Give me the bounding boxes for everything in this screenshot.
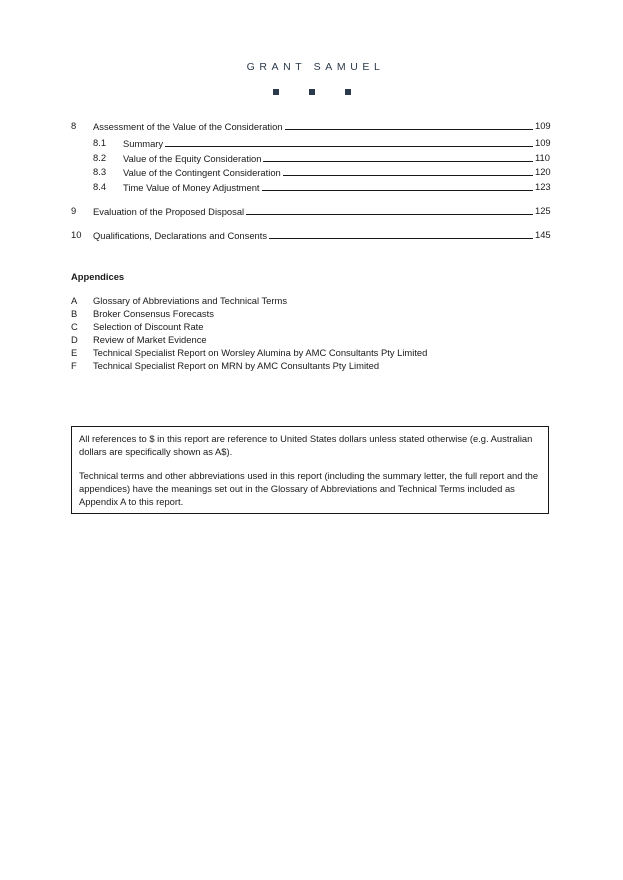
appendix-item[interactable]: [0, 321, 623, 333]
toc-entry-number: 8.1: [93, 137, 107, 148]
toc-entry-number: 8.2: [93, 152, 107, 163]
toc-entry-number: 9: [71, 205, 77, 216]
appendix-letter: E: [71, 347, 78, 358]
toc-entry-page: 145: [535, 229, 551, 240]
toc-leader-line: [285, 120, 533, 130]
toc-entry-page: 123: [535, 181, 551, 192]
toc-entry-page: 109: [535, 120, 551, 131]
toc-leader-line: [262, 181, 533, 191]
logo-squares: [273, 89, 353, 97]
appendices-heading: Appendices: [71, 271, 125, 282]
toc-entry-page: 110: [535, 152, 550, 163]
toc-entry[interactable]: [0, 152, 623, 164]
appendix-title: Selection of Discount Rate: [93, 321, 204, 332]
appendix-letter: C: [71, 321, 78, 332]
logo-square-icon: [309, 89, 315, 95]
toc-leader-line: [263, 152, 533, 162]
appendix-title: Glossary of Abbreviations and Technical Terms: [93, 295, 288, 306]
appendix-letter: F: [71, 360, 77, 371]
toc-entry[interactable]: [0, 229, 623, 241]
toc-leader-line: [165, 137, 533, 147]
appendix-letter: A: [71, 295, 78, 306]
appendix-item[interactable]: [0, 334, 623, 346]
toc-entry-number: 8: [71, 120, 77, 131]
toc-entry-title: Time Value of Money Adjustment: [123, 182, 260, 193]
company-logo-text: GRANT SAMUEL: [246, 61, 385, 73]
toc-entry-title: Qualifications, Declarations and Consents: [93, 230, 268, 241]
toc-entry-title: Evaluation of the Proposed Disposal: [93, 206, 245, 217]
toc-entry-title: Summary: [123, 138, 164, 149]
appendix-title: Technical Specialist Report on MRN by AMC Consultants Pty Limited: [93, 360, 380, 371]
appendix-letter: D: [71, 334, 78, 345]
toc-entry-title: Assessment of the Value of the Consideration: [93, 121, 283, 132]
toc-entry-page: 125: [535, 205, 551, 216]
notice-paragraph-currency: All references to $ in this report are reference to United States dollars unless stated otherwise (e.g. Australian dollars are specifically shown as A$).: [79, 433, 533, 457]
toc-entry-title: Value of the Contingent Consideration: [123, 167, 281, 178]
toc-entry-number: 10: [71, 229, 82, 240]
appendix-item[interactable]: [0, 295, 623, 307]
toc-entry-page: 109: [535, 137, 551, 148]
toc-entry[interactable]: [0, 181, 623, 193]
toc-entry-number: 8.4: [93, 181, 107, 192]
toc-entry[interactable]: [0, 120, 623, 132]
appendix-title: Broker Consensus Forecasts: [93, 308, 214, 319]
logo-square-icon: [345, 89, 351, 95]
appendix-item[interactable]: [0, 308, 623, 320]
toc-entry-number: 8.3: [93, 166, 107, 177]
appendix-title: Technical Specialist Report on Worsley Alumina by AMC Consultants Pty Limited: [93, 347, 428, 358]
appendix-title: Review of Market Evidence: [93, 334, 207, 345]
toc-entry[interactable]: [0, 205, 623, 217]
notice-paragraph-terms: Technical terms and other abbreviations used in this report (including the summary letter, the full report and the appendices) have the meanings set out in the Glossary of Abbreviations and Technical Terms included as Appendix A to this report.: [79, 470, 539, 507]
toc-leader-line: [246, 205, 533, 215]
toc-entry-page: 120: [535, 166, 551, 177]
logo-square-icon: [273, 89, 279, 95]
toc-entry-title: Value of the Equity Consideration: [123, 153, 262, 164]
toc-leader-line: [283, 166, 533, 176]
notice-box: [71, 426, 549, 514]
toc-entry[interactable]: [0, 166, 623, 178]
appendix-item[interactable]: [0, 347, 623, 359]
appendix-letter: B: [71, 308, 78, 319]
toc-leader-line: [269, 229, 533, 239]
appendix-item[interactable]: [0, 360, 623, 372]
toc-entry[interactable]: [0, 137, 623, 149]
